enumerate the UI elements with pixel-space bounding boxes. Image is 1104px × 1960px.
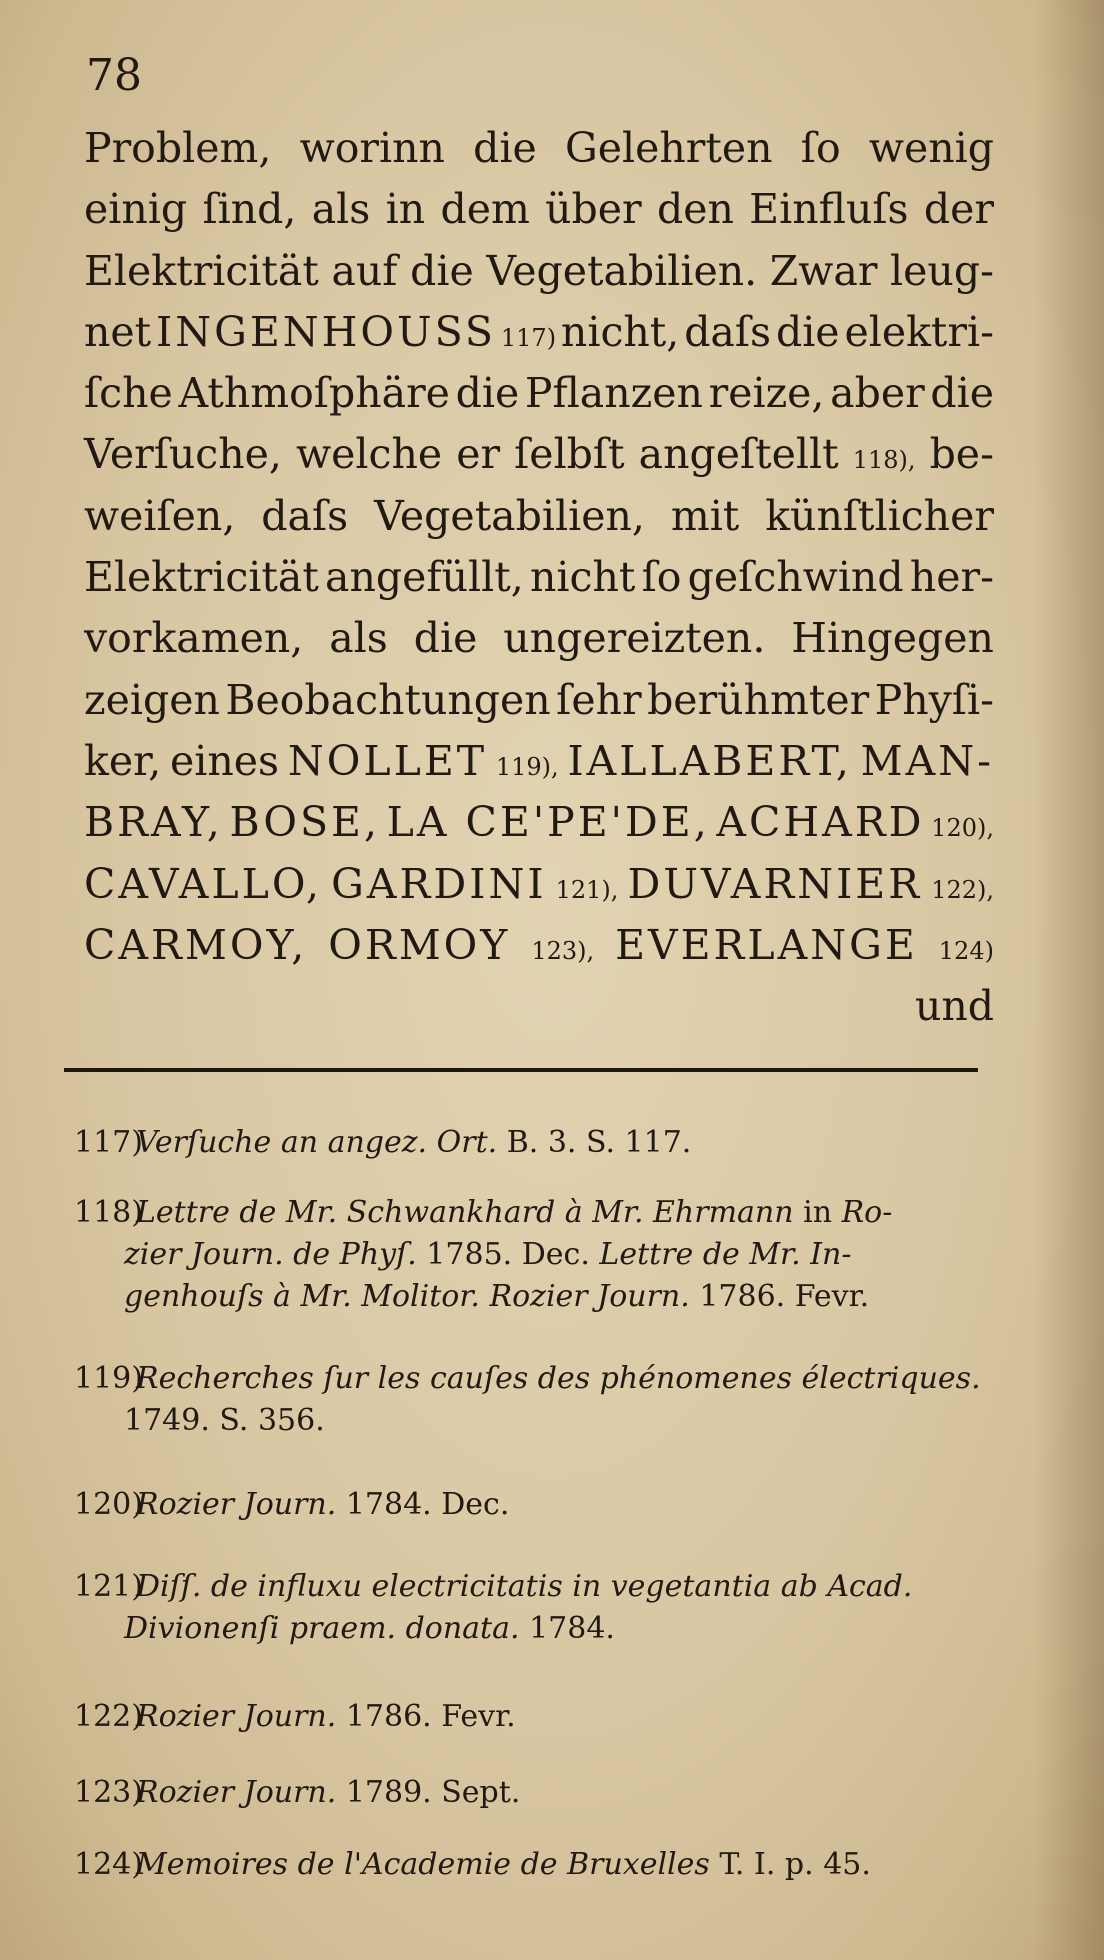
footnote-122	[74, 1696, 516, 1738]
author-name: ORMOY	[328, 920, 511, 969]
word: dem	[440, 185, 530, 234]
word: elektri-	[844, 307, 994, 356]
footnote-number: 124)	[74, 1847, 143, 1882]
word: net	[84, 307, 152, 356]
word: als	[329, 614, 388, 663]
word: die	[473, 124, 537, 172]
word: berühmter	[647, 675, 870, 724]
footnote-citation: Rozier Journ.	[489, 1279, 690, 1314]
word: ſo	[800, 124, 841, 172]
author-name: ACHARD	[716, 798, 925, 847]
footnote-citation: Rozier Journ.	[136, 1487, 337, 1522]
footnote-text: B. 3. S. 117.	[497, 1125, 692, 1160]
text-line-13: CAVALLO, GARDINI 121), DUVARNIER 122),	[84, 854, 994, 915]
text-line-6: Verſuche, welche er ſelbſt angeſtellt 118), be-	[84, 424, 994, 485]
footnote-124	[74, 1844, 871, 1886]
word: die	[775, 307, 840, 356]
footnote-text: 1786. Fevr.	[689, 1279, 870, 1314]
word: Pflanzen	[524, 369, 703, 418]
word: leug-	[890, 246, 994, 295]
word: ſelbſt	[514, 430, 625, 479]
word: ungereizten.	[503, 614, 766, 663]
author-name: EVERLANGE	[615, 920, 918, 969]
footnote-text: 1785. Dec.	[416, 1237, 600, 1272]
author-name: BRAY,	[84, 798, 223, 847]
footnote-number: 120)	[74, 1487, 143, 1522]
footnote-citation: Rozier Journ.	[136, 1699, 337, 1734]
word: Elektricität	[84, 553, 319, 602]
word: Vegetabilien.	[486, 246, 758, 295]
footnote-text	[480, 1279, 490, 1314]
word: die	[413, 614, 478, 663]
word: angefüllt,	[325, 553, 524, 602]
text-line-7	[84, 486, 994, 547]
author-name: CARMOY,	[84, 920, 308, 969]
footnote-119	[74, 1358, 981, 1442]
word: die	[410, 246, 474, 295]
word: ker,	[84, 736, 162, 785]
author-name: IALLABERT,	[567, 736, 852, 785]
word: ſo	[641, 553, 682, 602]
word: be-	[929, 430, 994, 479]
word: wenig	[868, 124, 994, 172]
word: ſind,	[202, 185, 297, 234]
word: die	[455, 369, 520, 418]
footnote-number: 118)	[74, 1195, 143, 1230]
footnote-number: 119)	[74, 1361, 143, 1396]
text-line-9	[84, 608, 994, 669]
footnote-citation: zier Journ. de Phyſ.	[124, 1237, 417, 1272]
text-line-2	[84, 179, 994, 240]
footnote-number: 117)	[74, 1125, 143, 1160]
word: Phyſi-	[874, 675, 994, 724]
footnote-text: 1784.	[519, 1611, 615, 1646]
word: eines	[170, 736, 280, 785]
text-line-3	[84, 241, 994, 302]
word: Verſuche,	[84, 430, 282, 479]
word: einig	[84, 185, 188, 234]
footnote-text: T. I. p. 45.	[709, 1847, 871, 1882]
author-name: INGENHOUSS	[156, 307, 497, 356]
word: Hingegen	[791, 614, 994, 663]
footnote-120	[74, 1484, 509, 1526]
footnote-text: 1789. Sept.	[336, 1775, 521, 1810]
author-name: DUVARNIER	[627, 859, 923, 908]
footnote-text: 1786. Fevr.	[336, 1699, 516, 1734]
word: den	[656, 185, 734, 234]
word: Zwar	[769, 246, 878, 295]
word: daſs	[684, 307, 772, 356]
page-number: 78	[86, 50, 142, 101]
word: weiſen,	[84, 491, 236, 540]
word: aber	[830, 369, 925, 418]
footnote-citation: Lettre de Mr. Schwankhard à Mr. Ehrmann	[136, 1195, 794, 1230]
author-name: NOLLET	[287, 736, 488, 785]
catchword: und	[914, 982, 994, 1031]
footnote-citation: Memoires de l'Academie de Bruxelles	[136, 1847, 710, 1882]
word: Gelehrten	[565, 124, 773, 172]
footnote-117	[74, 1122, 691, 1164]
footnote-citation: Diſſ. de influxu electricitatis in vegetantia ab Acad.	[136, 1569, 913, 1604]
word: Problem,	[84, 124, 272, 172]
word: künſtlicher	[765, 491, 994, 540]
footnote-121	[74, 1566, 912, 1650]
footnote-text: 1784. Dec.	[336, 1487, 510, 1522]
footnote-text: in	[793, 1195, 842, 1230]
word: die	[930, 369, 994, 418]
text-line-1	[84, 118, 994, 179]
main-text	[84, 118, 994, 1037]
word: angeſtellt	[638, 430, 839, 479]
word: als	[311, 185, 371, 234]
footnote-text: 1749. S. 356.	[124, 1403, 325, 1438]
word: daſs	[261, 491, 349, 540]
word: er	[456, 430, 501, 479]
text-line-12: BRAY, BOSE, LA CE'PE'DE, ACHARD 120),	[84, 792, 994, 853]
author-name: LA CE'PE'DE,	[386, 798, 710, 847]
text-line-11: ker, eines NOLLET 119), IALLABERT, MAN-	[84, 731, 994, 792]
author-name: MAN-	[860, 736, 994, 785]
word: nicht	[529, 553, 636, 602]
author-name: CAVALLO,	[84, 859, 323, 908]
word: worinn	[299, 124, 445, 172]
footnote-citation: Recherches ſur les cauſes des phénomenes électriques.	[136, 1361, 981, 1396]
footnote-number: 122)	[74, 1699, 143, 1734]
word: nicht,	[560, 307, 680, 356]
word: ſche	[84, 369, 173, 418]
author-name: GARDINI	[331, 859, 547, 908]
footnote-number: 121)	[74, 1569, 143, 1604]
footnote-citation: Verſuche an angez. Ort.	[136, 1125, 498, 1160]
word: Einfluſs	[749, 185, 909, 234]
author-name: BOSE,	[229, 798, 380, 847]
word: über	[545, 185, 642, 234]
footnote-citation: Lettre de Mr. In-	[599, 1237, 852, 1272]
footnote-number: 123)	[74, 1775, 143, 1810]
text-line-8	[84, 547, 994, 608]
word: Vegetabilien,	[374, 491, 645, 540]
word: der	[923, 185, 994, 234]
word: welche	[296, 430, 443, 479]
word: auf	[331, 246, 398, 295]
footnote-divider	[64, 1068, 978, 1072]
word: Beobachtungen	[225, 675, 551, 724]
text-line-5	[84, 363, 994, 424]
text-line-14: CARMOY, ORMOY 123), EVERLANGE 124)	[84, 915, 994, 976]
word: Elektricität	[84, 246, 319, 295]
footnote-118	[74, 1192, 892, 1318]
word: in	[385, 185, 426, 234]
footnote-citation: Rozier Journ.	[136, 1775, 337, 1810]
word: vorkamen,	[84, 614, 304, 663]
word: geſchwind	[687, 553, 904, 602]
text-line-15	[84, 976, 994, 1037]
word: ſehr	[556, 675, 642, 724]
text-line-4: net INGENHOUSS 117) nicht, daſs die elektri-	[84, 302, 994, 363]
footnote-citation: genhouſs à Mr. Molitor.	[124, 1279, 480, 1314]
footnote-123	[74, 1772, 520, 1814]
word: mit	[670, 491, 740, 540]
word: zeigen	[84, 675, 220, 724]
footnote-citation: Divionenſi praem. donata.	[124, 1611, 520, 1646]
footnote-citation: Ro-	[841, 1195, 893, 1230]
word: Athmoſphäre	[178, 369, 450, 418]
word: reize,	[708, 369, 825, 418]
word: her-	[909, 553, 994, 602]
text-line-10	[84, 670, 994, 731]
